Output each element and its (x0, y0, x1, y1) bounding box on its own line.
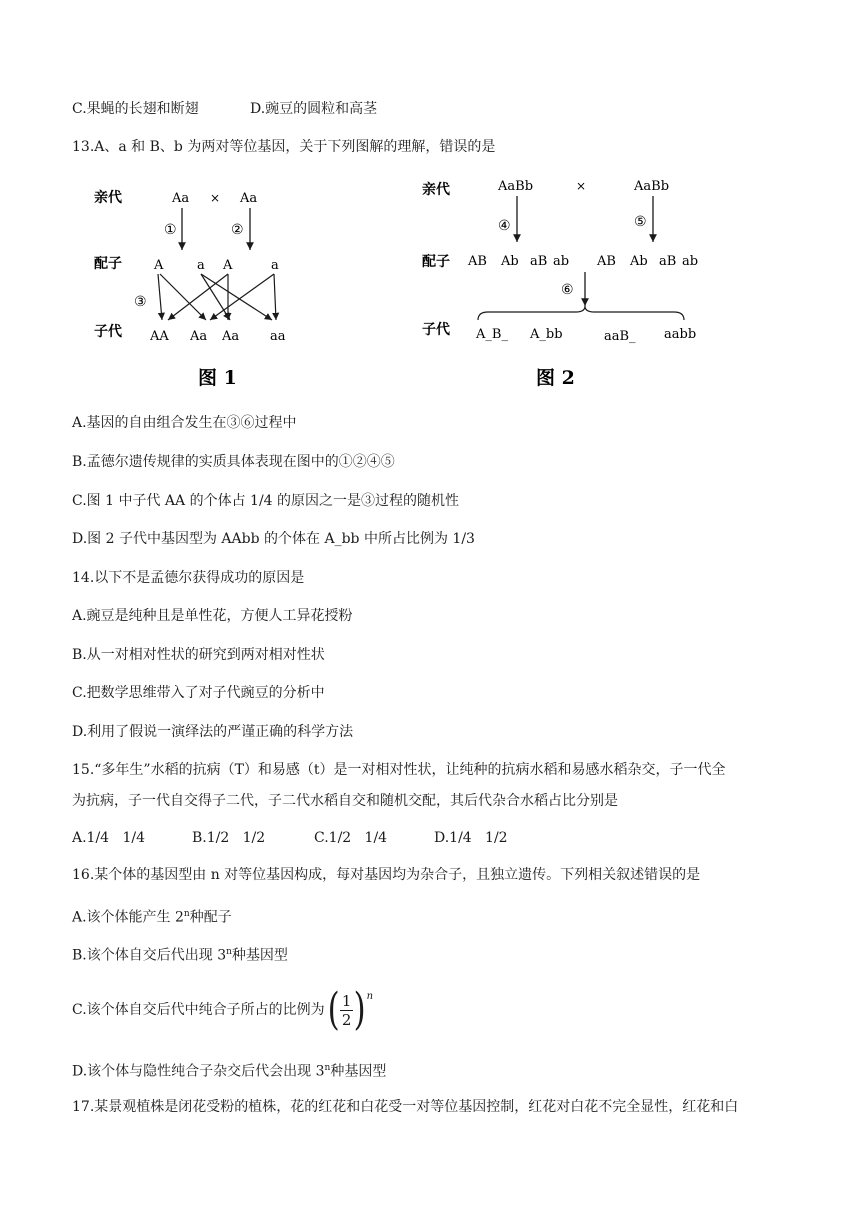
q13-option-c: C.图 1 中子代 AA 的个体占 1/4 的原因之一是③过程的随机性 (72, 493, 460, 509)
q16-d-exp: n (324, 1063, 331, 1073)
right-paren-icon: ) (353, 984, 366, 1035)
q15-stem-line-2: 为抗病，子一代自交得子二代，子二代水稻自交和随机交配，其后代杂合水稻占比分别是 (72, 793, 618, 809)
q12-option-c: C.果蝇的长翅和断翅 (72, 101, 199, 117)
q13-option-b: B.孟德尔遗传规律的实质具体表现在图中的①②④⑤ (72, 454, 395, 470)
fig1-label-parent: 亲代 (94, 190, 122, 206)
fig1-gamete-4: a (271, 258, 279, 273)
figure-1-diagram (88, 172, 318, 392)
q14-option-d: D.利用了假说一演绎法的严谨正确的科学方法 (72, 724, 354, 740)
q16-b-exp: n (226, 947, 232, 957)
fig2-caption: 图 2 (536, 367, 575, 389)
q15-option-a: A.1/4 1/4 (72, 830, 145, 846)
fig2-step-4: ④ (498, 218, 511, 234)
q16-stem: 16.某个体的基因型由 n 对等位基因构成，每对基因均为杂合子，且独立遗传。下列相关叙述错误的是 (72, 867, 701, 883)
fig1-caption: 图 1 (198, 367, 237, 389)
fig2-gamete-l3: aB (530, 254, 548, 269)
q16-c-numerator: 1 (341, 991, 352, 1010)
q16-c-fraction (325, 984, 374, 1035)
fig2-step-6: ⑥ (561, 282, 574, 298)
fig1-gamete-3: A (223, 258, 233, 273)
fig2-parent-1: AaBb (498, 179, 534, 194)
fig1-step-2: ② (231, 222, 244, 238)
fig2-gamete-l4: ab (553, 254, 570, 269)
fig2-label-parent: 亲代 (422, 182, 450, 198)
q14-stem: 14.以下不是孟德尔获得成功的原因是 (72, 570, 305, 586)
fig2-gamete-r1: AB (597, 254, 616, 269)
q16-a-tail: 种配子 (189, 909, 232, 926)
fig2-step-5: ⑤ (634, 214, 647, 230)
q16-c-exponent: n (366, 991, 374, 1002)
q16-d-tail: 种基因型 (330, 1063, 387, 1080)
fig2-gamete-r2: Ab (630, 254, 648, 269)
q15-option-b: B.1/2 1/2 (192, 830, 266, 846)
q16-b-tail: 种基因型 (231, 947, 288, 964)
fig2-gamete-r3: aB (659, 254, 677, 269)
fig2-offspring-1: A_B_ (476, 327, 508, 342)
fig2-gamete-l2: Ab (501, 254, 519, 269)
q16-option-c (72, 986, 373, 1034)
figure-2-diagram (416, 168, 716, 392)
q17-stem: 17.某景观植株是闭花受粉的植株，花的红花和白花受一对等位基因控制，红花对白花不完全显性，红花和白 (72, 1099, 739, 1115)
q16-c-denominator: 2 (341, 1010, 352, 1029)
fig1-cross: × (210, 191, 221, 205)
q16-d-text: D.该个体与隐性纯合子杂交后代会出现 3 (72, 1063, 325, 1080)
fig1-step-3: ③ (134, 294, 147, 310)
q13-option-a: A.基因的自由组合发生在③⑥过程中 (72, 415, 297, 431)
q15-options (72, 829, 508, 847)
q15-option-d: D.1/4 1/2 (434, 830, 508, 846)
left-paren-icon: ( (327, 984, 340, 1035)
q16-b-text: B.该个体自交后代出现 3 (72, 947, 227, 964)
fig2-offspring-3: aaB_ (604, 329, 636, 344)
q16-a-text: A.该个体能产生 2 (72, 909, 184, 926)
q12-option-d: D.豌豆的圆粒和高茎 (250, 101, 378, 117)
fig1-cross-lines (158, 274, 276, 320)
q14-option-c: C.把数学思维带入了对子代豌豆的分析中 (72, 685, 325, 701)
fig2-gamete-r4: ab (682, 254, 699, 269)
fig2-label-offspring: 子代 (422, 322, 450, 338)
q16-c-text: C.该个体自交后代中纯合子所占的比例为 (72, 1002, 325, 1018)
fig1-label-gamete: 配子 (94, 256, 122, 272)
fig2-cross: × (576, 179, 587, 193)
q14-option-a: A.豌豆是纯种且是单性花，方便人工异花授粉 (72, 608, 353, 624)
q16-option-b (72, 943, 288, 965)
fig1-offspring-2: Aa (190, 329, 208, 344)
figure-1 (88, 172, 318, 396)
fig2-parent-2: AaBb (634, 179, 670, 194)
fig2-brace (478, 306, 684, 320)
q16-option-a (72, 905, 232, 927)
fig2-offspring-4: aabb (664, 327, 697, 342)
fig1-offspring-1: AA (150, 329, 169, 344)
q15-option-c: C.1/2 1/4 (314, 830, 388, 846)
fig1-gamete-1: A (154, 258, 164, 273)
q16-option-d (72, 1059, 386, 1081)
fig1-parent-2: Aa (240, 191, 258, 206)
q14-option-b: B.从一对相对性状的研究到两对相对性状 (72, 647, 325, 663)
fig1-step-1: ① (164, 222, 177, 238)
fig2-offspring-2: A_bb (530, 327, 563, 342)
fig1-offspring-4: aa (270, 329, 286, 344)
fig1-parent-1: Aa (172, 191, 190, 206)
fig1-gamete-2: a (197, 258, 205, 273)
q16-a-exp: n (183, 909, 190, 919)
q13-stem: 13.A、a 和 B、b 为两对等位基因，关于下列图解的理解，错误的是 (72, 139, 496, 155)
fig2-label-gamete: 配子 (422, 254, 450, 270)
fig1-label-offspring: 子代 (94, 324, 122, 340)
q15-stem-line-1: 15.“多年生”水稻的抗病（T）和易感（t）是一对相对性状，让纯种的抗病水稻和易感水稻杂交，子一代全 (72, 762, 726, 778)
q12-options (72, 98, 377, 118)
q13-option-d: D.图 2 子代中基因型为 AAbb 的个体在 A_bb 中所占比例为 1/3 (72, 531, 475, 547)
fig1-offspring-3: Aa (222, 329, 240, 344)
figure-2 (416, 168, 716, 396)
fig2-gamete-l1: AB (468, 254, 487, 269)
